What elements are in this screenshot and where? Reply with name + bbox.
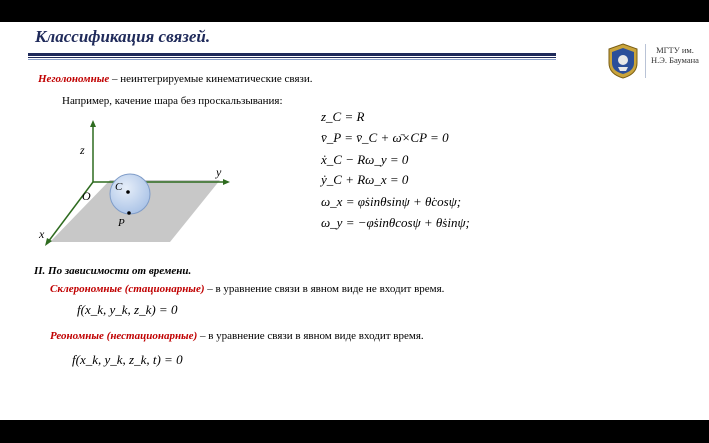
slide xyxy=(0,22,709,420)
title-rule-light xyxy=(28,59,556,60)
scleronomic-definition: – в уравнение связи в явном виде не входит время. xyxy=(204,283,445,295)
title-rule-thin xyxy=(28,57,556,58)
scleronomic-term: Склерономные (стационарные) xyxy=(50,283,205,295)
page-title: Классификация связей. xyxy=(35,27,211,46)
example-text: Например, качение шара без проскальзывания: xyxy=(62,95,283,107)
title-rule xyxy=(28,53,556,56)
y-arrow-icon xyxy=(223,179,230,185)
contact-point xyxy=(127,211,131,215)
rheonomic-term: Реономные (нестационарные) xyxy=(50,330,198,342)
scleronomic-formula: f(x_k, y_k, z_k) = 0 xyxy=(77,302,178,317)
equation-4: ẏ_C + Rω_x = 0 xyxy=(321,172,409,187)
rolling-ball-diagram xyxy=(30,112,240,252)
nonholonomic-line xyxy=(38,73,313,85)
nonholonomic-term: Неголономные xyxy=(38,73,110,85)
scleronomic-line xyxy=(50,283,444,295)
rheonomic-line xyxy=(50,330,424,342)
equation-3: ẋ_C − Rω_y = 0 xyxy=(321,152,409,167)
equation-6: ω_y = −φ̇sinθcosψ + θ̇sinψ; xyxy=(321,215,470,230)
axis-label-y: y xyxy=(216,165,222,179)
university-crest-icon xyxy=(606,43,640,79)
org-line-1: МГТУ им. xyxy=(656,45,694,55)
axis-label-z: z xyxy=(80,143,85,157)
point-p-label: P xyxy=(118,217,125,229)
rheonomic-formula: f(x_k, y_k, z_k, t) = 0 xyxy=(72,352,183,367)
center-point xyxy=(126,190,130,194)
point-c-label: C xyxy=(115,181,123,193)
rheonomic-definition: – в уравнение связи в явном виде входит время. xyxy=(197,330,424,342)
section-2-heading: II. По зависимости от времени. xyxy=(34,265,192,277)
org-line-2: Н.Э. Баумана xyxy=(651,55,699,65)
origin-label: O xyxy=(82,189,91,203)
header-divider xyxy=(645,44,646,78)
z-arrow-icon xyxy=(90,120,96,127)
nonholonomic-definition: – неинтегрируемые кинематические связи. xyxy=(109,73,313,85)
axis-label-x: x xyxy=(39,227,45,241)
equation-2: v̄_P = v̄_C + ω̄×CP = 0 xyxy=(321,130,449,145)
org-name xyxy=(650,45,700,65)
equation-5: ω_x = φ̇sinθsinψ + θ̇cosψ; xyxy=(321,194,462,209)
equation-1: z_C = R xyxy=(321,109,365,124)
ball xyxy=(110,174,150,214)
